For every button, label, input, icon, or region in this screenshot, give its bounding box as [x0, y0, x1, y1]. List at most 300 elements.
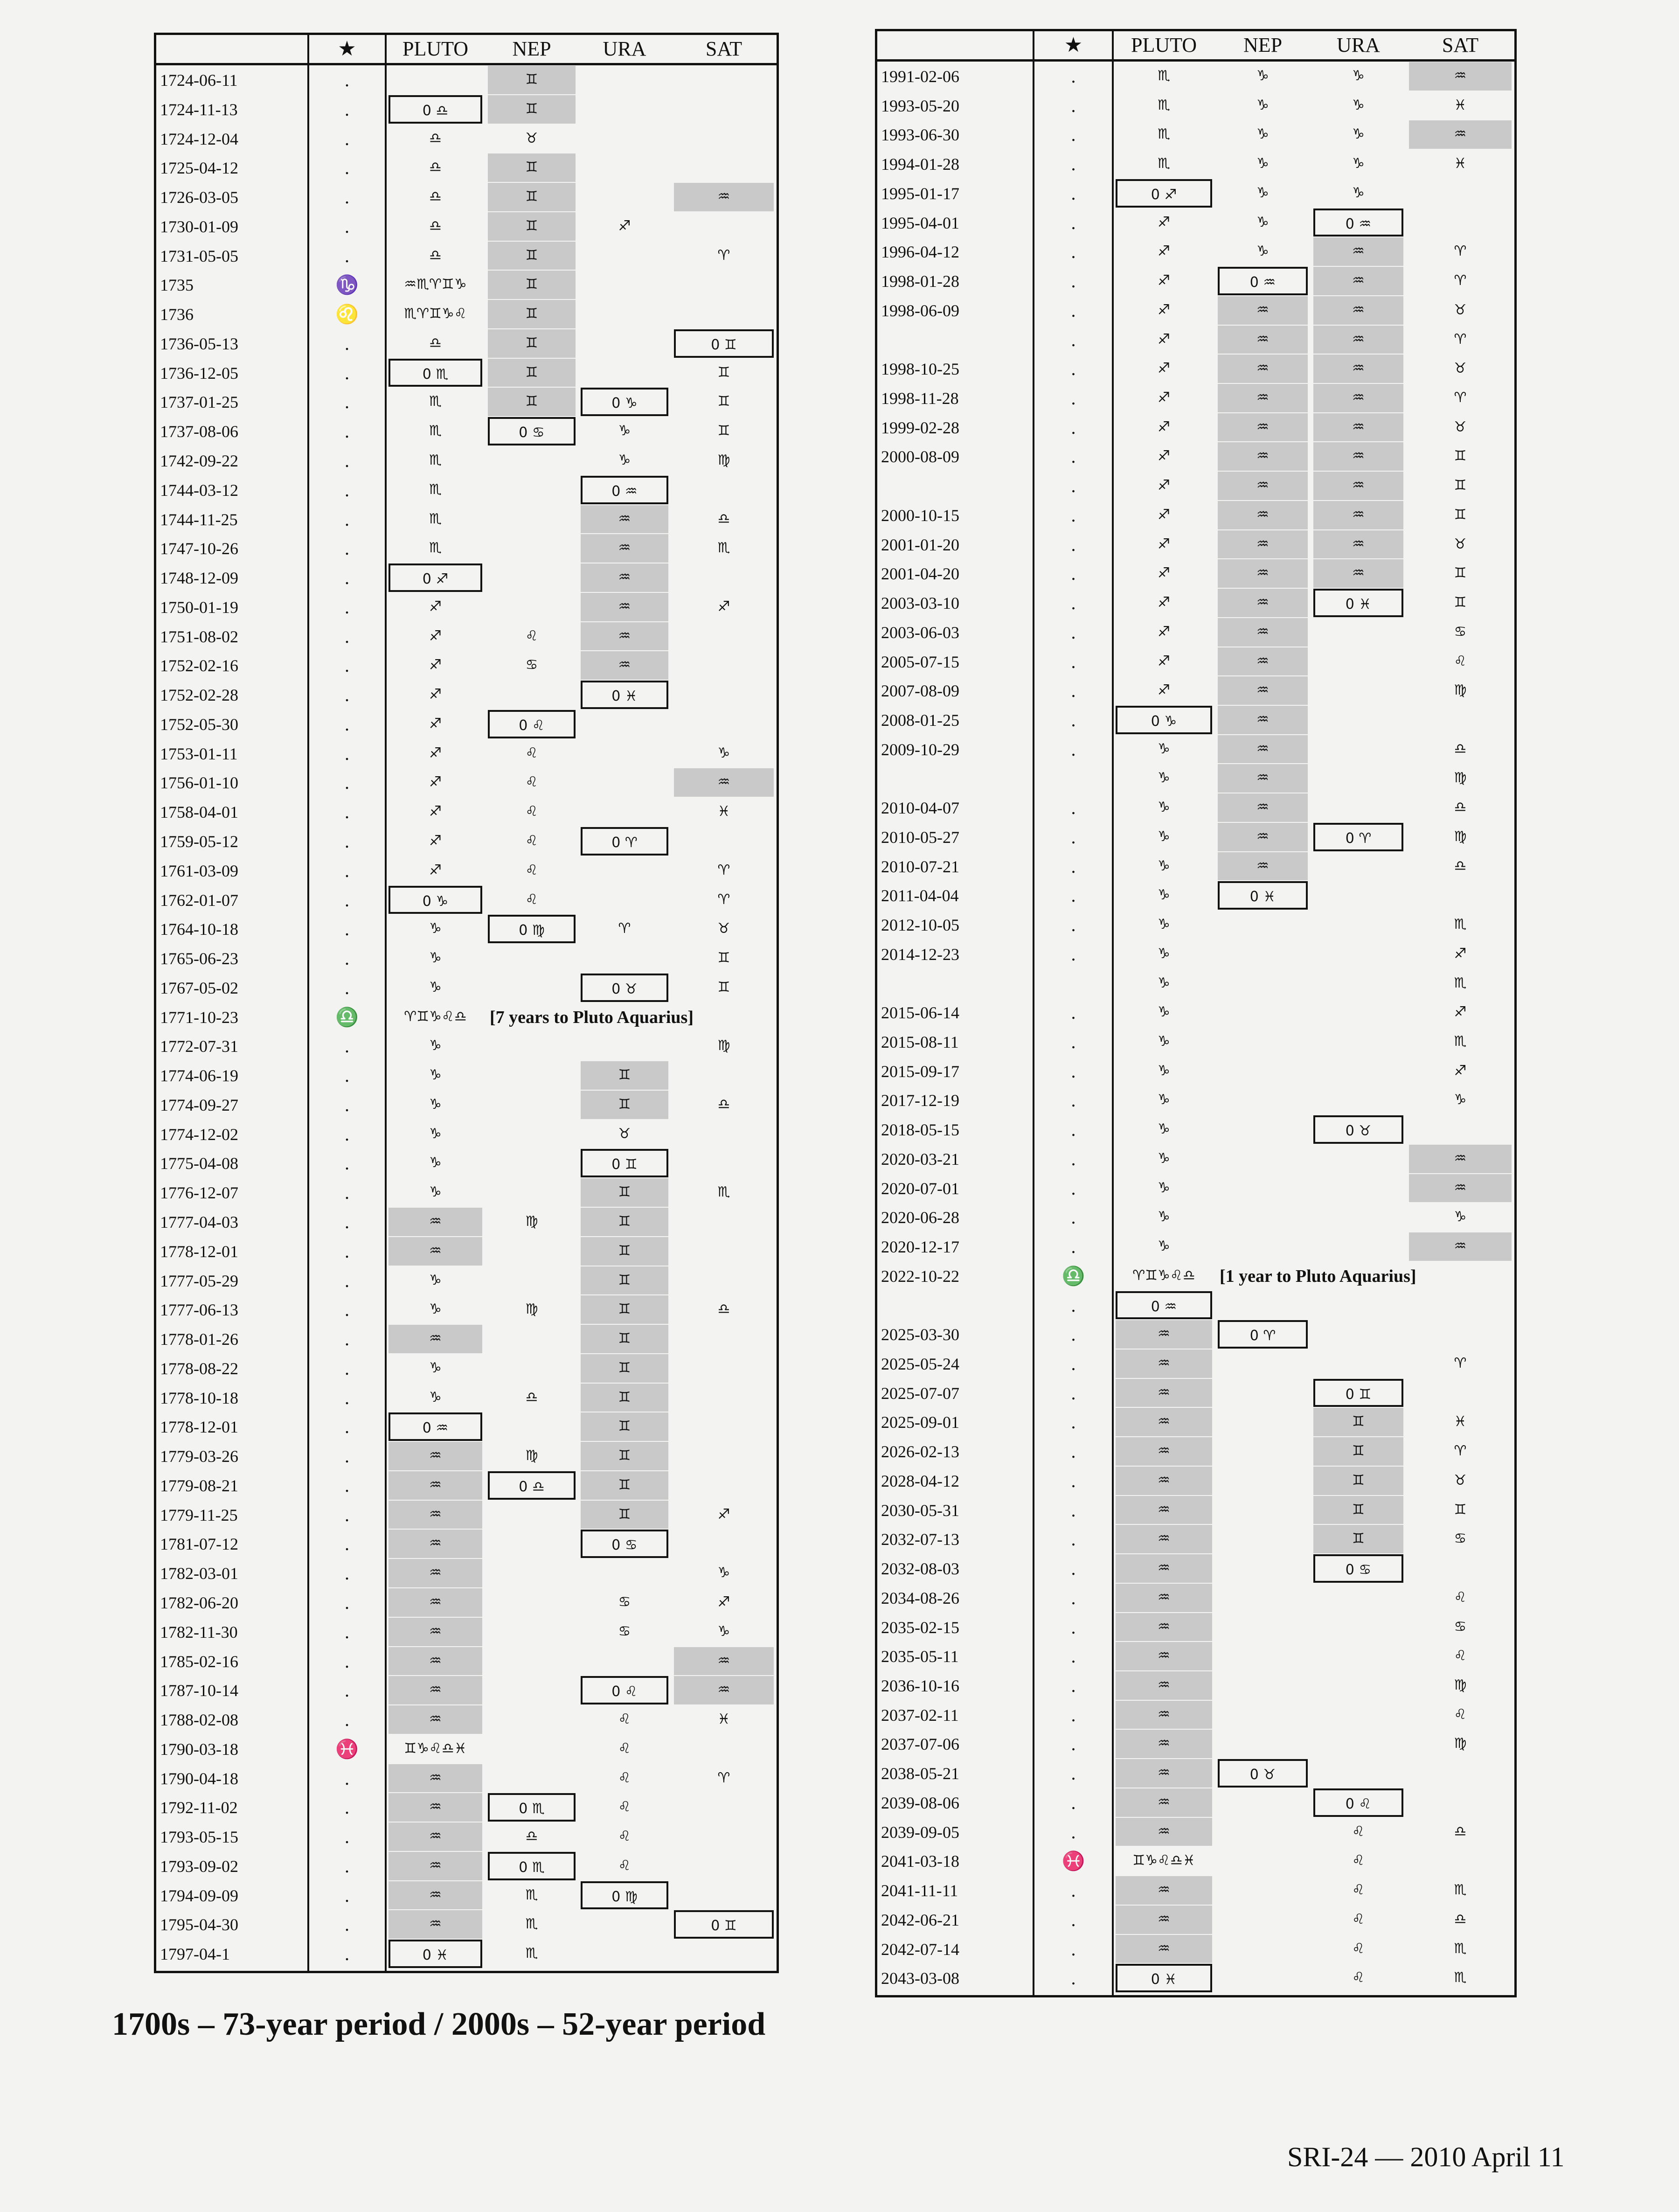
neptune-cell: ♍	[525, 1447, 538, 1464]
date-cell: 2028-04-12	[881, 1471, 959, 1490]
uranus-cell	[1313, 1028, 1403, 1056]
table-row	[877, 764, 1514, 793]
saturn-cell	[674, 95, 774, 124]
table-row	[877, 1262, 1514, 1291]
uranus-cell	[1313, 793, 1403, 822]
marker-cell: .	[345, 1299, 349, 1321]
pluto-cell: ♑	[429, 1301, 442, 1318]
neptune-cell	[1218, 969, 1308, 998]
date-cell: 2035-02-15	[881, 1618, 959, 1637]
pluto-cell: ♎	[429, 217, 442, 234]
table-row	[877, 472, 1514, 501]
marker-cell: .	[1071, 329, 1076, 350]
neptune-cell	[1218, 1525, 1308, 1553]
saturn-cell	[1409, 1554, 1512, 1583]
date-cell: 2039-09-05	[881, 1822, 959, 1842]
date-cell: 2007-08-09	[881, 682, 959, 701]
pluto-cell: ♐	[1158, 214, 1170, 230]
pluto-cell: ♏	[1158, 97, 1170, 113]
pluto-cell: ♐	[429, 598, 442, 615]
neptune-cell: ♍	[525, 1301, 538, 1318]
neptune-cell: ♒	[1218, 442, 1308, 471]
uranus-cell: ♉	[618, 1125, 631, 1142]
table-row	[877, 150, 1514, 179]
uranus-cell: ♌	[618, 1857, 631, 1874]
table-row	[877, 501, 1514, 530]
table-row	[877, 1203, 1514, 1232]
pluto-cell: ♐	[1158, 506, 1170, 523]
table-row	[156, 1618, 777, 1647]
uranus-cell	[581, 1032, 668, 1060]
neptune-cell	[1218, 1437, 1308, 1466]
date-cell: 2041-11-11	[881, 1881, 958, 1900]
pluto-cell: ♎	[429, 130, 442, 146]
table-row	[877, 647, 1514, 677]
neptune-cell	[1218, 1408, 1308, 1436]
neptune-cell: ♒	[1218, 793, 1308, 822]
neptune-cell: ♊	[488, 95, 576, 124]
pluto-cell: ♒	[1116, 1701, 1212, 1729]
marker-cell: .	[1071, 182, 1076, 204]
date-cell: 1779-03-26	[160, 1447, 238, 1466]
saturn-cell: ♊	[1454, 448, 1467, 465]
saturn-cell	[1409, 1320, 1512, 1349]
table-row	[877, 384, 1514, 413]
neptune-cell: 0 ♓	[1218, 881, 1308, 910]
uranus-cell: ♒	[1313, 413, 1403, 442]
marker-cell: .	[345, 98, 349, 120]
neptune-cell	[488, 1237, 576, 1266]
header-star: ★	[1064, 34, 1083, 56]
pluto-cell: ♎	[429, 159, 442, 176]
uranus-cell	[1313, 1145, 1403, 1173]
marker-cell: .	[1071, 66, 1076, 87]
neptune-cell	[1218, 1964, 1308, 1992]
marker-cell: .	[1071, 592, 1076, 614]
neptune-cell: ♑	[1256, 155, 1269, 172]
uranus-cell: ♊	[581, 1208, 668, 1236]
uranus-cell: ♊	[1313, 1525, 1403, 1553]
marker-cell: .	[1071, 1207, 1076, 1228]
neptune-cell: ♑	[1256, 126, 1269, 143]
uranus-cell: 0 ♑	[581, 388, 668, 416]
date-cell: 2015-06-14	[881, 1003, 959, 1023]
marker-cell: .	[1071, 651, 1076, 672]
neptune-cell	[488, 1735, 576, 1763]
pluto-cell: ♒	[389, 1705, 482, 1734]
neptune-cell	[488, 681, 576, 709]
marker-cell: .	[345, 1357, 349, 1379]
marker-cell: ♓	[335, 1738, 359, 1760]
pluto-cell: ♈♊♑♌♎	[1132, 1267, 1195, 1284]
pluto-cell: ♏	[429, 510, 442, 527]
table-row	[156, 915, 777, 944]
saturn-cell: ♒	[1409, 62, 1512, 90]
table-row	[156, 1149, 777, 1178]
uranus-cell: ♈	[618, 920, 631, 937]
date-cell: 1794-09-09	[160, 1886, 238, 1905]
uranus-cell	[1313, 1291, 1403, 1320]
date-cell: 1748-12-09	[160, 569, 238, 588]
uranus-cell: ♒	[1313, 237, 1403, 266]
pluto-cell: ♒	[1116, 1671, 1212, 1700]
uranus-cell: ♒	[581, 563, 668, 592]
saturn-cell: ♒	[1409, 1174, 1512, 1203]
saturn-cell: ♈	[717, 247, 730, 264]
pluto-cell: ♐	[429, 803, 442, 820]
neptune-cell	[1218, 998, 1308, 1027]
table-row	[156, 1032, 777, 1061]
marker-cell: .	[345, 1123, 349, 1145]
saturn-cell	[674, 1442, 774, 1470]
marker-cell: .	[345, 1826, 349, 1848]
pluto-cell: 0 ♓	[389, 1940, 482, 1968]
pluto-cell: ♏	[429, 423, 442, 439]
pluto-cell: ♐	[1158, 477, 1170, 494]
pluto-cell: ♏	[429, 540, 442, 556]
pluto-cell: ♒	[389, 1676, 482, 1704]
right-table	[875, 29, 1517, 1997]
saturn-cell: ♓	[1454, 97, 1467, 113]
date-cell: 1998-01-28	[881, 272, 959, 291]
neptune-cell	[1218, 1701, 1308, 1729]
uranus-cell	[1313, 735, 1403, 764]
table-row	[156, 212, 777, 242]
neptune-cell	[1218, 1788, 1308, 1817]
table-row	[877, 1642, 1514, 1671]
marker-cell: .	[1071, 1294, 1076, 1316]
uranus-cell: ♑	[1352, 155, 1365, 172]
neptune-cell	[1218, 1086, 1308, 1114]
neptune-cell: 0 ♋	[488, 417, 576, 445]
pluto-cell: 0 ♐	[1116, 179, 1212, 208]
uranus-cell	[1313, 1701, 1403, 1729]
date-cell: 1774-06-19	[160, 1066, 238, 1085]
neptune-cell: ♒	[1218, 472, 1308, 500]
neptune-cell: ♒	[1218, 823, 1308, 851]
pluto-cell: ♐	[1158, 418, 1170, 435]
date-cell: 1737-01-25	[160, 393, 238, 412]
table-row	[877, 1818, 1514, 1847]
table-row	[156, 1588, 777, 1618]
saturn-cell: ♑	[1454, 1092, 1467, 1108]
uranus-cell: 0 ♍	[581, 1881, 668, 1910]
neptune-cell	[488, 1530, 576, 1558]
table-row	[156, 95, 777, 125]
uranus-cell: ♒	[1313, 559, 1403, 588]
pluto-cell: ♐	[429, 774, 442, 791]
pluto-cell: ♒	[389, 1764, 482, 1793]
marker-cell: .	[345, 1621, 349, 1642]
saturn-cell	[674, 1325, 774, 1353]
table-row	[877, 1671, 1514, 1701]
table-row	[877, 1145, 1514, 1174]
pluto-cell: ♐	[429, 833, 442, 849]
neptune-cell	[1218, 1057, 1308, 1085]
uranus-cell: ♒	[581, 593, 668, 621]
uranus-cell	[1313, 764, 1403, 793]
table-row	[877, 1086, 1514, 1115]
table-row	[156, 1091, 777, 1120]
saturn-cell: ♍	[1454, 828, 1467, 845]
neptune-cell: ♏	[525, 1945, 538, 1962]
uranus-cell: ♑	[1352, 68, 1365, 84]
saturn-cell	[674, 1266, 774, 1295]
marker-cell: .	[1071, 212, 1076, 233]
saturn-cell: ♌	[1454, 653, 1467, 669]
marker-cell: .	[1071, 1412, 1076, 1433]
saturn-cell: ♎	[1454, 740, 1467, 757]
marker-cell: .	[1071, 914, 1076, 936]
date-cell: 1730-01-09	[160, 217, 238, 236]
saturn-cell: ♎	[717, 1096, 730, 1113]
date-cell: 2042-07-14	[881, 1940, 959, 1959]
table-row	[877, 1467, 1514, 1496]
uranus-cell: ♒	[1313, 296, 1403, 325]
pluto-cell: 0 ♑	[1116, 706, 1212, 734]
pluto-cell: ♏	[1158, 68, 1170, 84]
table-row	[156, 1647, 777, 1676]
saturn-cell	[1409, 209, 1512, 237]
saturn-cell: ♒	[674, 1676, 774, 1704]
pluto-cell: ♒	[1116, 1525, 1212, 1553]
saturn-cell: ♈	[1454, 390, 1467, 406]
saturn-cell: ♒	[674, 183, 774, 211]
saturn-cell: ♐	[717, 1506, 730, 1523]
marker-cell: .	[1071, 1499, 1076, 1521]
table-row	[877, 1906, 1514, 1935]
row-note: [7 years to Pluto Aquarius]	[490, 1007, 694, 1027]
saturn-cell	[1409, 1788, 1512, 1817]
date-cell: 2025-03-30	[881, 1325, 959, 1344]
header-date	[156, 35, 308, 63]
marker-cell: .	[345, 1387, 349, 1408]
marker-cell: .	[345, 1709, 349, 1731]
marker-cell: .	[345, 1592, 349, 1613]
saturn-cell: ♎	[1454, 857, 1467, 874]
table-row	[156, 1822, 777, 1852]
neptune-cell: ♋	[525, 657, 538, 674]
neptune-cell: ♒	[1218, 764, 1308, 793]
pluto-cell: ♒	[1116, 1349, 1212, 1378]
uranus-cell: ♑	[1352, 97, 1365, 113]
saturn-cell: ♊	[717, 979, 730, 995]
left-table	[154, 33, 779, 1973]
marker-cell: .	[1071, 1090, 1076, 1111]
neptune-cell: ♒	[1218, 355, 1308, 383]
uranus-cell: ♊	[581, 1325, 668, 1353]
pluto-cell: 0 ♐	[389, 563, 482, 592]
neptune-cell: ♍	[525, 1213, 538, 1230]
saturn-cell: ♓	[1454, 155, 1467, 172]
marker-cell: .	[1071, 1733, 1076, 1755]
saturn-cell: ♎	[1454, 1823, 1467, 1840]
pluto-cell: ♏	[429, 481, 442, 498]
marker-cell: .	[345, 567, 349, 589]
pluto-cell: ♊♑♌♎♓	[1132, 1852, 1195, 1869]
uranus-cell: ♑	[1352, 126, 1365, 143]
date-cell: 1779-08-21	[160, 1476, 238, 1495]
marker-cell: .	[1071, 1353, 1076, 1374]
neptune-cell	[488, 1091, 576, 1119]
table-row	[156, 153, 777, 183]
table-row	[156, 183, 777, 212]
saturn-cell	[674, 1208, 774, 1236]
table-row	[877, 1876, 1514, 1906]
date-cell: 1782-06-20	[160, 1593, 238, 1612]
date-cell: 2014-12-23	[881, 945, 959, 964]
marker-cell: ♎	[335, 1006, 359, 1028]
table-row	[156, 1003, 777, 1032]
table-row	[156, 798, 777, 827]
uranus-cell: ♒	[1313, 501, 1403, 529]
uranus-cell	[1313, 1671, 1403, 1700]
neptune-cell	[488, 1705, 576, 1734]
header-nep: NEP	[512, 37, 551, 60]
pluto-cell: ♒	[389, 1588, 482, 1617]
date-cell: 1765-06-23	[160, 949, 238, 968]
date-cell: 1779-11-25	[160, 1505, 238, 1524]
pluto-cell: 0 ♓	[1116, 1964, 1212, 1992]
saturn-cell: ♒	[674, 1647, 774, 1676]
neptune-cell	[1218, 940, 1308, 968]
table-row	[877, 1496, 1514, 1525]
neptune-cell: ♒	[1218, 676, 1308, 705]
saturn-cell: ♋	[1454, 623, 1467, 640]
date-cell: 1742-09-22	[160, 452, 238, 470]
pluto-cell: ♑	[1158, 1209, 1170, 1225]
uranus-cell	[581, 242, 668, 270]
table-row	[156, 505, 777, 535]
marker-cell: .	[1071, 1382, 1076, 1404]
table-row	[877, 559, 1514, 589]
neptune-cell: ♒	[1218, 735, 1308, 764]
pluto-cell: ♐	[429, 744, 442, 761]
date-cell: 1756-01-10	[160, 773, 238, 793]
uranus-cell	[1313, 881, 1403, 910]
marker-cell: .	[345, 1885, 349, 1906]
marker-cell: .	[345, 538, 349, 559]
pluto-cell: ♐	[1158, 623, 1170, 640]
pluto-cell: ♒	[1116, 1935, 1212, 1963]
saturn-cell	[674, 1530, 774, 1558]
date-cell: 1774-12-02	[160, 1125, 238, 1144]
uranus-cell: ♒	[581, 505, 668, 534]
saturn-cell	[1409, 1759, 1512, 1788]
date-cell: 1793-05-15	[160, 1828, 238, 1847]
table-row	[877, 326, 1514, 355]
neptune-cell: ♊	[488, 271, 576, 299]
date-cell: 1761-03-09	[160, 861, 238, 880]
uranus-cell	[581, 856, 668, 885]
saturn-cell: ♓	[1454, 1413, 1467, 1430]
neptune-cell	[488, 1178, 576, 1207]
uranus-cell	[581, 66, 668, 94]
date-cell: 1724-06-11	[160, 71, 238, 90]
saturn-cell	[674, 125, 774, 153]
marker-cell: .	[1071, 1324, 1076, 1345]
date-cell: 1777-04-03	[160, 1213, 238, 1231]
date-cell: 1777-06-13	[160, 1301, 238, 1320]
table-row	[156, 1676, 777, 1705]
table-row	[156, 1793, 777, 1822]
date-cell: 1752-05-30	[160, 715, 238, 734]
table-row	[877, 998, 1514, 1028]
date-cell: 1778-12-01	[160, 1418, 238, 1437]
neptune-cell: ♑	[1256, 214, 1269, 230]
marker-cell: .	[345, 1416, 349, 1438]
pluto-cell: ♒	[1116, 1818, 1212, 1846]
saturn-cell: ♓	[717, 1711, 730, 1728]
neptune-cell: ♊	[488, 212, 576, 241]
marker-cell: .	[1071, 1880, 1076, 1901]
table-row	[156, 329, 777, 359]
uranus-cell: ♒	[1313, 326, 1403, 354]
date-cell: 1993-06-30	[881, 125, 959, 145]
saturn-cell	[674, 681, 774, 709]
table-row	[877, 1320, 1514, 1349]
marker-cell: .	[1071, 1441, 1076, 1462]
date-cell: 2037-07-06	[881, 1735, 959, 1754]
pluto-cell: ♑	[1158, 1033, 1170, 1050]
pluto-cell: ♒	[1116, 1759, 1212, 1788]
table-row	[877, 676, 1514, 706]
uranus-cell	[581, 329, 668, 358]
uranus-cell: 0 ♌	[1313, 1788, 1403, 1817]
marker-cell: .	[345, 1240, 349, 1262]
date-cell: 2008-01-25	[881, 711, 959, 730]
neptune-cell	[488, 1501, 576, 1529]
marker-cell: .	[345, 1563, 349, 1584]
neptune-cell	[1218, 1935, 1308, 1963]
neptune-cell	[488, 1149, 576, 1177]
table-row	[877, 1701, 1514, 1730]
pluto-cell: ♐	[1158, 594, 1170, 611]
marker-cell: .	[345, 1797, 349, 1818]
neptune-cell	[1218, 911, 1308, 939]
marker-cell: .	[1071, 153, 1076, 175]
date-cell: 1751-08-02	[160, 627, 238, 646]
table-row	[156, 1384, 777, 1413]
marker-cell: .	[1071, 1821, 1076, 1843]
marker-cell: .	[1071, 1060, 1076, 1082]
uranus-cell	[1313, 706, 1403, 734]
uranus-cell: 0 ♋	[1313, 1554, 1403, 1583]
saturn-cell: ♍	[1454, 1735, 1467, 1752]
pluto-cell: ♐	[429, 627, 442, 644]
uranus-cell: ♌	[618, 1828, 631, 1845]
saturn-cell	[674, 1149, 774, 1177]
marker-cell: .	[1071, 534, 1076, 555]
saturn-cell	[1409, 1115, 1512, 1144]
marker-cell: .	[345, 684, 349, 706]
pluto-cell: ♒	[389, 1881, 482, 1910]
date-cell: 1767-05-02	[160, 978, 238, 997]
saturn-cell: ♈	[1454, 272, 1467, 289]
saturn-cell: ♈	[1454, 331, 1467, 348]
marker-cell: .	[345, 1650, 349, 1672]
date-cell: 1778-12-01	[160, 1242, 238, 1261]
saturn-cell: ♊	[1454, 506, 1467, 523]
date-cell: 1736	[160, 305, 194, 324]
neptune-cell: ♑	[1256, 97, 1269, 113]
uranus-cell	[581, 271, 668, 299]
table-row	[156, 563, 777, 593]
saturn-cell: ♏	[1454, 974, 1467, 991]
table-row	[156, 739, 777, 769]
table-row	[877, 1437, 1514, 1467]
neptune-cell: ♌	[525, 744, 538, 761]
